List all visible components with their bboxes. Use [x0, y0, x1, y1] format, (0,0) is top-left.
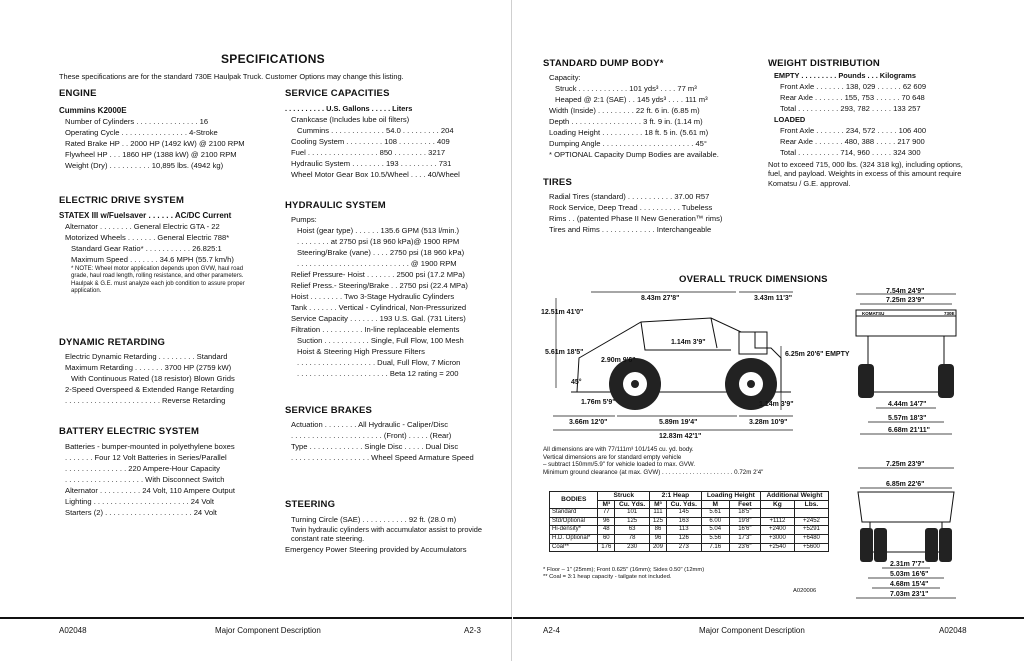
- spec-line: Rims . . (patented Phase II New Generation™ rims): [549, 213, 723, 223]
- spec-line: Electric Dynamic Retarding . . . . . . . . . Standard: [65, 351, 228, 361]
- side-wheels: [609, 358, 777, 410]
- footer-code: A02048: [59, 626, 87, 635]
- spec-line: . . . . . . . . . . . . . . . . . . . . . . Beta 12 rating = 200: [297, 368, 459, 378]
- engine-heading: ENGINE: [59, 88, 97, 99]
- bodies-table-body: [550, 509, 829, 552]
- footer-code: A02048: [939, 626, 967, 635]
- spec-line: Batteries - bumper-mounted in polyethylene boxes: [65, 441, 235, 451]
- rear-view-drawing: [846, 452, 966, 602]
- spec-line: Radial Tires (standard) . . . . . . . . . . . 37.00 R57: [549, 191, 710, 201]
- table-cell: 96: [598, 517, 615, 526]
- spec-line: Steering/Brake (vane) . . . . 2750 psi (18 960 kPa): [297, 247, 465, 257]
- spec-line: 2-Speed Overspeed & Extended Range Retarding: [65, 384, 234, 394]
- table-cell: 145: [666, 509, 701, 518]
- dim-label: 8.43m 27'8": [641, 295, 680, 302]
- table-cell: 126: [666, 534, 701, 543]
- right-page: [513, 0, 1024, 661]
- dim-label: 5.89m 19'4": [659, 419, 698, 426]
- dim-label: 7.25m 23'9": [886, 461, 925, 468]
- table-cell: 17'3": [729, 534, 760, 543]
- dim-label: 2.90m 9'6": [601, 357, 636, 364]
- rear-tires: [860, 528, 952, 562]
- spec-line: Relief Press.- Steering/Brake . . 2750 psi (22.4 MPa): [291, 280, 468, 290]
- empty-header: EMPTY . . . . . . . . . Pounds . . . Kilograms: [774, 70, 916, 80]
- page-title: SPECIFICATIONS: [221, 52, 325, 66]
- weight-note: Not to exceed 715, 000 lbs. (324 318 kg), including options, fuel, and payload. Weights in excess of this amount require Komatsu / G.E. approval.: [768, 159, 963, 188]
- spec-line: . . . . . . . . . . . . . . . . . . . . . . . . . . . @ 1900 RPM: [297, 258, 457, 268]
- spec-line: Lighting . . . . . . . . . . . . . . . . . . . . . . . 24 Volt: [65, 496, 214, 506]
- table-cell: +1112: [760, 517, 794, 526]
- spec-line: Twin hydraulic cylinders with accumulator assist to provide constant rate steering.: [291, 524, 483, 543]
- table-row: [550, 509, 829, 518]
- table-cell: 86: [650, 526, 667, 535]
- table-cell: 60: [598, 534, 615, 543]
- dim-label: 3.43m 11'3": [754, 295, 793, 302]
- spec-line: Cummins . . . . . . . . . . . . . 54.0 . . . . . . . . . 204: [297, 125, 454, 135]
- dim-label: 6.85m 22'6": [886, 481, 925, 488]
- spec-line: . . . . . . . . . . . . . . . . . . . With Disconnect Switch: [65, 474, 225, 484]
- steering-section: [285, 499, 490, 555]
- spec-line: Rock Service, Deep Tread . . . . . . . . . . Tubeless: [549, 202, 713, 212]
- spec-line: Tank . . . . . . . Vertical - Cylindrical, Non-Pressurized: [291, 302, 467, 312]
- table-cell: 19'8": [729, 517, 760, 526]
- table-cell: 16'6": [729, 526, 760, 535]
- spec-line: Maximum Retarding . . . . . . . 3700 HP (2759 kW): [65, 362, 232, 372]
- spec-line: Wheel Motor Gear Box 10.5/Wheel . . . . 40/Wheel: [291, 169, 460, 179]
- table-notes: [543, 567, 843, 581]
- table-cell: 111: [650, 509, 667, 518]
- spec-line: Starters (2) . . . . . . . . . . . . . . . . . . . . . 24 Volt: [65, 507, 217, 517]
- table-header: BODIES: [550, 492, 598, 509]
- table-subheader: M³: [598, 500, 615, 509]
- haulpak-note: Haulpak & G.E. must analyze each job condition to assure proper application.: [71, 280, 245, 295]
- spec-line: Service Capacity . . . . . . . 193 U.S. Gal. (731 Liters): [291, 313, 466, 323]
- dim-label: 7.03m 23'1": [890, 591, 929, 598]
- front-tires: [858, 364, 954, 398]
- table-cell: 96: [650, 534, 667, 543]
- spec-line: Motorized Wheels . . . . . . . General Electric 788*: [65, 232, 230, 242]
- spec-line: Tires and Rims . . . . . . . . . . . . . Interchangeable: [549, 224, 712, 234]
- spec-line: Suction . . . . . . . . . . . Single, Full Flow, 100 Mesh: [297, 335, 464, 345]
- spec-line: Number of Cylinders . . . . . . . . . . . . . . . 16: [65, 116, 209, 126]
- table-header: Additional Weight: [760, 492, 828, 501]
- table-cell: +5291: [794, 526, 828, 535]
- note-line: All dimensions are with 77/111m³ 101/145 cu. yd. body.: [543, 446, 694, 453]
- spec-line: . . . . . . . Four 12 Volt Batteries in Series/Parallel: [65, 452, 227, 462]
- dim-label: 4.44m 14'7": [888, 401, 927, 408]
- weight-distribution-section: [768, 58, 978, 188]
- battery-heading: BATTERY ELECTRIC SYSTEM: [59, 426, 200, 437]
- spec-line: Weight (Dry) . . . . . . . . . . 10,895 lbs. (4942 kg): [65, 160, 224, 170]
- hydraulic-heading: HYDRAULIC SYSTEM: [285, 200, 386, 211]
- dim-label: 6.68m 21'11": [888, 427, 930, 434]
- electric-drive-section: [59, 195, 259, 296]
- dimensions-heading: OVERALL TRUCK DIMENSIONS: [679, 274, 828, 285]
- steering-heading: STEERING: [285, 499, 336, 510]
- footer-page-number: A2-3: [464, 626, 481, 635]
- spec-line: Alternator . . . . . . . . General Electric GTA - 22: [65, 221, 220, 231]
- side-view-drawing: [541, 288, 850, 440]
- note-line: Vertical dimensions are for standard empty vehicle: [543, 453, 682, 461]
- table-header: 2:1 Heap: [650, 492, 702, 501]
- table-header: Struck: [598, 492, 650, 501]
- spec-line: Rear Axle . . . . . . . 155, 753 . . . . . . 70 648: [780, 92, 925, 102]
- figure-code: A020006: [793, 588, 817, 594]
- dimension-notes: [543, 446, 843, 476]
- table-cell: 163: [666, 517, 701, 526]
- table-cell: 125: [650, 517, 667, 526]
- spec-line: Maximum Speed . . . . . . . 34.6 MPH (55.7 km/h): [71, 254, 234, 264]
- note-line: Minimum ground clearance (at max. GVW) . . . . . . . . . . . . . . . . . . . . . 0.72m 2'4": [543, 468, 764, 476]
- table-cell: +2540: [760, 543, 794, 552]
- wheel-motor-note: * NOTE: Wheel motor application depends upon GVW, haul road grade, haul road length, rolling resistance, and other parameters.: [71, 265, 244, 280]
- dim-label: 6.25m 20'6" EMPTY: [785, 351, 850, 358]
- spec-line: Capacity:: [549, 72, 581, 82]
- footer-page-number: A2-4: [543, 626, 560, 635]
- spec-line: . . . . . . . . at 2750 psi (18 960 kPa)@ 1900 RPM: [297, 236, 460, 246]
- spec-line: Standard Gear Ratio* . . . . . . . . . . . 26.825:1: [71, 243, 222, 253]
- model-label: 730E: [944, 311, 955, 316]
- table-cell: 230: [615, 543, 650, 552]
- spec-line: Width (Inside) . . . . . . . . . 22 ft. 6 in. (6.85 m): [549, 105, 700, 115]
- service-brakes-heading: SERVICE BRAKES: [285, 405, 373, 416]
- table-cell: 5.61: [701, 509, 729, 518]
- table-cell: 77: [598, 509, 615, 518]
- dynamic-retarding-heading: DYNAMIC RETARDING: [59, 337, 166, 348]
- spec-line: Pumps:: [291, 214, 317, 224]
- table-cell: 273: [666, 543, 701, 552]
- service-capacities-section: [285, 88, 485, 180]
- spec-line: Total . . . . . . . . . . 293, 782 . . . . . 133 257: [780, 103, 921, 113]
- service-brakes-section: [285, 405, 490, 463]
- tires-section: [543, 177, 748, 235]
- note-line: * Floor – 1" (25mm); Front 0.625" (16mm); Sides 0.50" (12mm): [543, 567, 705, 573]
- dim-label: 3.28m 10'9": [749, 419, 788, 426]
- dynamic-retarding-section: [59, 337, 259, 406]
- spec-line: Loading Height . . . . . . . . . . 18 ft. 5 in. (5.61 m): [549, 127, 709, 137]
- footer-rule: [513, 617, 1024, 619]
- table-subheader: Lbs.: [794, 500, 828, 509]
- spec-line: Front Axle . . . . . . . 234, 572 . . . . . 106 400: [780, 125, 927, 135]
- table-cell: 5.04: [701, 526, 729, 535]
- table-cell: 23'6": [729, 543, 760, 552]
- dump-body-section: [543, 58, 748, 160]
- capacities-column-header: . . . . . . . . . . U.S. Gallons . . . . . Liters: [285, 103, 413, 113]
- hydraulic-section: [285, 200, 490, 379]
- bodies-table: [549, 491, 829, 552]
- spec-line: Struck . . . . . . . . . . . . 101 yds³ . . . . 77 m³: [555, 83, 697, 93]
- dim-label: 1.14m 3'9": [671, 339, 706, 346]
- table-cell: 5.56: [701, 534, 729, 543]
- table-cell: 113: [666, 526, 701, 535]
- spec-line: With Continuous Rated (18 resistor) Blown Grids: [71, 373, 235, 383]
- dim-label: 12.83m 42'1": [659, 433, 702, 440]
- spec-line: Hydraulic System . . . . . . . . 193 . . . . . . . . . 731: [291, 158, 452, 168]
- footer-rule: [0, 617, 512, 619]
- spec-line: Emergency Power Steering provided by Accumulators: [285, 544, 467, 554]
- dim-label: 12.51m 41'0": [541, 309, 584, 316]
- spec-line: Cooling System . . . . . . . . . 108 . . . . . . . . . 409: [291, 136, 450, 146]
- table-cell: 6.00: [701, 517, 729, 526]
- table-cell: +5600: [794, 543, 828, 552]
- dump-body-heading: STANDARD DUMP BODY*: [543, 58, 664, 69]
- intro-text: These specifications are for the standard 730E Haulpak Truck. Customer Options may change this listing.: [59, 72, 404, 81]
- table-subheader: Cu. Yds.: [666, 500, 701, 509]
- engine-model: Cummins K2000E: [59, 105, 127, 115]
- battery-section: [59, 426, 264, 518]
- spec-line: Rear Axle . . . . . . . 480, 388 . . . . . 217 900: [780, 136, 925, 146]
- dim-label: 1.14m 3'9": [759, 401, 794, 408]
- note-line: ** Coal = 3:1 heap capacity - tailgate not included.: [543, 574, 672, 580]
- table-cell: +6480: [794, 534, 828, 543]
- spec-line: Front Axle . . . . . . . 138, 029 . . . . . . 62 609: [780, 81, 927, 91]
- spec-line: Actuation . . . . . . . . All Hydraulic - Caliper/Disc: [291, 419, 448, 429]
- spec-line: . . . . . . . . . . . . . . . . . . . . . . (Front) . . . . . (Rear): [291, 430, 452, 440]
- spec-line: Total . . . . . . . . . . 714, 960 . . . . . 324 300: [780, 147, 921, 157]
- spec-line: Hoist & Steering High Pressure Filters: [297, 346, 425, 356]
- body-type-cell: Std/Optional: [550, 517, 598, 526]
- spec-line: Type . . . . . . . . . . . . . Single Disc . . . . . Dual Disc: [291, 441, 459, 451]
- table-cell: 18'5": [729, 509, 760, 518]
- table-cell: +2400: [760, 526, 794, 535]
- table-cell: 176: [598, 543, 615, 552]
- komatsu-label: KOMATSU: [862, 311, 885, 316]
- spec-line: Hoist (gear type) . . . . . . 135.6 GPM (513 l/min.): [297, 225, 460, 235]
- dim-label: 1.76m 5'9": [581, 399, 616, 406]
- electric-drive-heading: ELECTRIC DRIVE SYSTEM: [59, 195, 185, 206]
- spec-line: Fuel . . . . . . . . . . . . . . . . . 850 . . . . . . . . 3217: [291, 147, 446, 157]
- table-cell: 125: [615, 517, 650, 526]
- table-cell: 78: [615, 534, 650, 543]
- spec-line: Dumping Angle . . . . . . . . . . . . . . . . . . . . . . 45°: [549, 138, 707, 148]
- loaded-header: LOADED: [774, 114, 806, 124]
- body-type-cell: Standard: [550, 509, 598, 518]
- dim-label: 2.31m 7'7": [890, 561, 925, 568]
- spec-line: Heaped @ 2:1 (SAE) . . 145 yds³ . . . . 111 m³: [555, 94, 708, 104]
- table-header: Loading Height: [701, 492, 760, 501]
- table-cell: [760, 509, 794, 518]
- spec-line: Relief Pressure- Hoist . . . . . . . 2500 psi (17.2 MPa): [291, 269, 465, 279]
- dim-label: 5.57m 18'3": [888, 415, 927, 422]
- service-capacities-heading: SERVICE CAPACITIES: [285, 88, 390, 99]
- electric-drive-sub: STATEX III w/Fuelsaver . . . . . . AC/DC Current: [59, 210, 232, 220]
- engine-section: [59, 88, 259, 171]
- dim-label: 5.03m 16'6": [890, 571, 929, 578]
- footer-title: Major Component Description: [699, 626, 805, 635]
- table-subheader: Cu. Yds.: [615, 500, 650, 509]
- table-cell: 101: [615, 509, 650, 518]
- table-subheader: Feet: [729, 500, 760, 509]
- dim-label: 5.61m 18'5": [545, 349, 584, 356]
- body-type-cell: H.D. Optional*: [550, 534, 598, 543]
- table-subheader: M: [701, 500, 729, 509]
- table-cell: 7.16: [701, 543, 729, 552]
- spec-line: Hoist . . . . . . . . Two 3-Stage Hydraulic Cylinders: [291, 291, 455, 301]
- spec-line: Rated Brake HP . . 2000 HP (1492 kW) @ 2100 RPM: [65, 138, 245, 148]
- spec-line: * OPTIONAL Capacity Dump Bodies are available.: [549, 149, 719, 159]
- spec-line: Crankcase (Includes lube oil filters): [291, 114, 410, 124]
- footer-title: Major Component Description: [215, 626, 321, 635]
- spec-line: . . . . . . . . . . . . . . . . . . . Dual, Full Flow, 7 Micron: [297, 357, 461, 367]
- engine-lines: [59, 116, 259, 171]
- table-subheader: M³: [650, 500, 667, 509]
- table-cell: 63: [615, 526, 650, 535]
- spec-line: Flywheel HP . . . 1860 HP (1388 kW) @ 2100 RPM: [65, 149, 237, 159]
- table-row: [550, 517, 829, 526]
- table-cell: +3000: [760, 534, 794, 543]
- table-row: [550, 526, 829, 535]
- table-cell: 209: [650, 543, 667, 552]
- body-type-cell: Hi-density*: [550, 526, 598, 535]
- spec-line: . . . . . . . . . . . . . . . . . . . Wheel Speed Armature Speed: [291, 452, 474, 462]
- spec-line: . . . . . . . . . . . . . . . 220 Ampere-Hour Capacity: [65, 463, 220, 473]
- table-cell: [794, 509, 828, 518]
- spec-line: Depth . . . . . . . . . . . . . . . . . 3 ft. 9 in. (1.14 m): [549, 116, 703, 126]
- dim-label: 7.54m 24'9": [886, 288, 925, 295]
- dim-label: 4.68m 15'4": [890, 581, 929, 588]
- spec-line: . . . . . . . . . . . . . . . . . . . . . . . Reverse Retarding: [65, 395, 226, 405]
- table-cell: 48: [598, 526, 615, 535]
- table-row: [550, 543, 829, 552]
- spec-line: Turning Circle (SAE) . . . . . . . . . . . 92 ft. (28.0 m): [291, 514, 457, 524]
- note-line: – subtract 150mm/5.9" for vehicle loaded to max. GVW.: [543, 461, 696, 469]
- dim-label: 45°: [571, 379, 582, 386]
- table-cell: +2452: [794, 517, 828, 526]
- spec-line: Operating Cycle . . . . . . . . . . . . . . . . 4-Stroke: [65, 127, 218, 137]
- tires-heading: TIRES: [543, 177, 572, 188]
- dim-label: 3.66m 12'0": [569, 419, 608, 426]
- body-type-cell: Coal**: [550, 543, 598, 552]
- weight-heading: WEIGHT DISTRIBUTION: [768, 58, 880, 69]
- table-subheader: Kg: [760, 500, 794, 509]
- table-row: [550, 534, 829, 543]
- spec-line: Alternator . . . . . . . . . . 24 Volt, 110 Ampere Output: [65, 485, 235, 495]
- front-view-drawing: [846, 288, 966, 440]
- dim-label: 7.25m 23'9": [886, 297, 925, 304]
- spec-line: Filtration . . . . . . . . . . In-line replaceable elements: [291, 324, 460, 334]
